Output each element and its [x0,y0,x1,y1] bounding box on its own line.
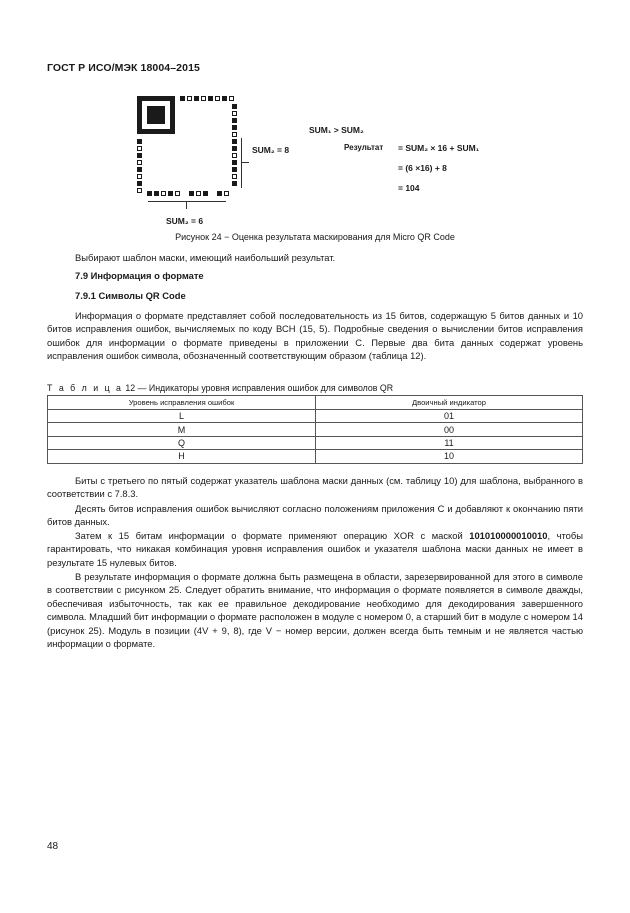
figure-24 [0,88,630,248]
error-correction-table [47,395,583,464]
table-cell-indicator: 01 [316,410,583,423]
sum-compare: SUM₁ > SUM₂ [309,125,364,135]
xor-mask-value: 101010000010010 [469,530,548,541]
paragraph-mask-bits: Биты с третьего по пятый содержат указатель шаблона маски данных (см. таблицу 10) для шаблона, выбранного в соответствии с 7.8.3. [47,475,583,500]
table-cell-level: L [48,410,316,423]
paragraph-format-info: Информация о формате представляет собой последовательность из 15 битов, содержащую 5 битов данных и 10 битов исправления ошибок, вычисляемых по коду ВСН (15, 5). Подробные сведения о вычислении битов исправления ошибок для информации о формате приведены в приложении С. Первые два бита данных содержат уровень исправления ошибок символа, обозначенный соответствующим образом (таблица 12). [47,310,583,362]
result-label: Результат [344,143,384,152]
paragraph-placement: В результате информация о формате должна быть размещена в области, зарезервированной для этого в символе в соответствии с рисунком 25. Следует обратить внимание, что информация о формате появляется в символе дважды, обеспечивая избыточность, так как ее правильное декодирование необходимо для декодирования завершенного символа. Младший бит информации о формате расположен в модуле с номером 0, а старший бит в модуле с номером 14 (рисунок 25). Модуль в позиции (4V + 9, 8), где V − номер версии, должен всегда быть темным и не является частью информации о формате. [47,571,583,650]
paragraph-xor-mask [47,529,583,569]
column-header-indicator: Двоичный индикатор [316,396,583,410]
result-equation-1: = SUM₂ × 16 + SUM₁ [398,143,480,153]
column-header-level: Уровень исправления ошибок [48,396,316,410]
table-row [48,410,583,423]
micro-qr-symbol [137,96,237,196]
paragraph-select-mask: Выбирают шаблон маски, имеющий наибольший результат. [75,252,336,263]
table-cell-level: H [48,450,316,463]
heading-7-9-1: 7.9.1 Символы QR Code [75,290,186,301]
table-title [47,383,393,393]
table-cell-indicator: 11 [316,436,583,449]
page-header: ГОСТ Р ИСО/МЭК 18004–2015 [47,62,200,74]
table-row [48,436,583,449]
paragraph-ec-bits: Десять битов исправления ошибок вычисляют согласно положениям приложения С и добавляют к окончанию пяти битов данных. [47,503,583,528]
table-cell-indicator: 00 [316,423,583,436]
sum2-right-label: SUM₂ = 8 [252,145,290,155]
page-number: 48 [47,841,59,852]
figure-caption: Рисунок 24 − Оценка результата маскирования для Micro QR Code [175,232,455,242]
table-title-text: 12 — Индикаторы уровня исправления ошибок для символов QR [122,383,394,393]
result-equation-3: = 104 [398,183,420,193]
table-cell-level: M [48,423,316,436]
right-edge-brace [241,138,249,188]
table-cell-indicator: 10 [316,450,583,463]
table-title-prefix: Т а б л и ц а [47,383,123,393]
table-row [48,423,583,436]
bottom-edge-brace [148,201,226,209]
table-cell-level: Q [48,436,316,449]
xor-text-start: Затем к 15 битам информации о формате применяют операцию XOR с маской [75,530,470,541]
table-header-row [48,396,583,410]
finder-pattern [137,96,175,134]
heading-7-9: 7.9 Информация о формате [75,270,204,281]
result-equation-2: = (6 ×16) + 8 [398,163,447,173]
xor-text-end: , чтобы гарантировать, что никакая комбинация уровня исправления ошибок и указателя шаблона маски данных не имеет в результате 15 нулевых битов. [47,530,583,568]
sum2-bottom-label: SUM₂ = 6 [166,216,204,226]
table-row [48,450,583,463]
